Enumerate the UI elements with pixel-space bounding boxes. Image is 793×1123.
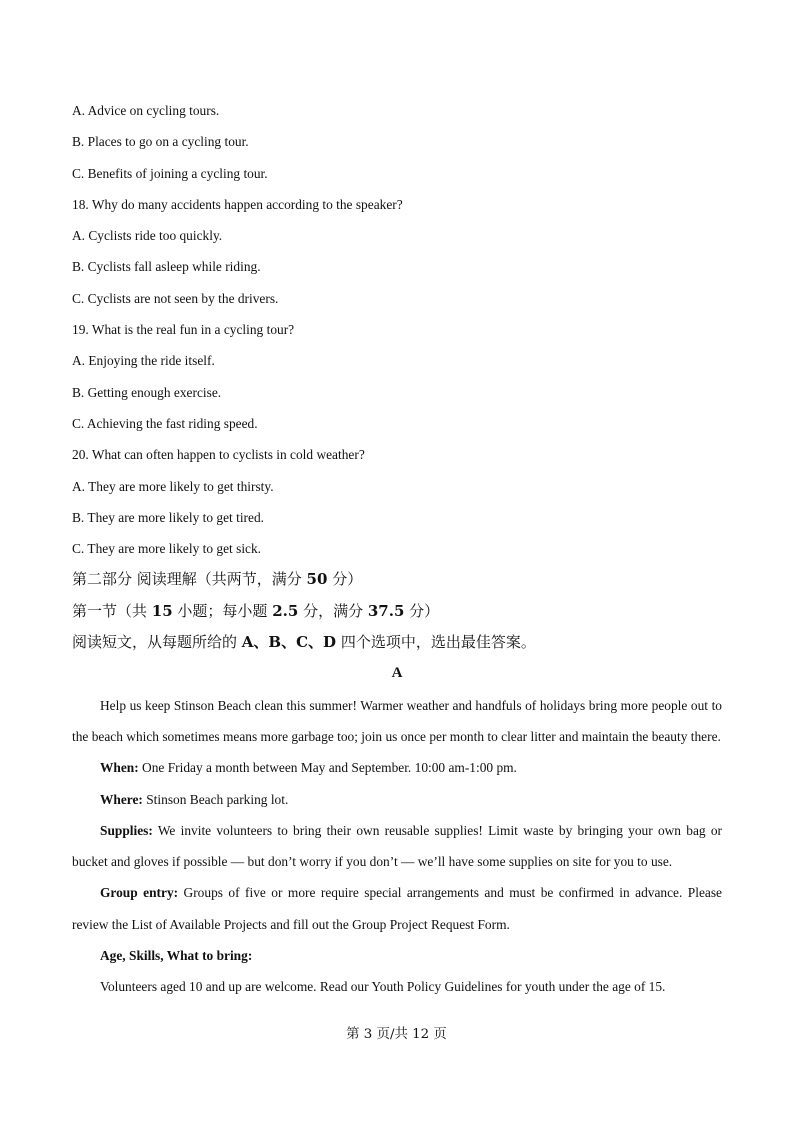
option-20a: A. They are more likely to get thirsty. xyxy=(72,478,274,494)
where-line xyxy=(72,784,722,815)
when-text: One Friday a month between May and September. 10:00 am-1:00 pm. xyxy=(138,760,517,776)
question-20: 20. What can often happen to cyclists in cold weather? xyxy=(72,447,365,463)
option-18b: B. Cyclists fall asleep while riding. xyxy=(72,259,261,275)
part-two-score: 50 xyxy=(306,570,328,589)
part-two-post: 分） xyxy=(327,570,363,589)
supplies-label: Supplies: xyxy=(100,822,153,838)
section-one-post: 分） xyxy=(404,601,440,620)
instruction-line xyxy=(72,627,722,658)
age-skills-label: Age, Skills, What to bring: xyxy=(100,948,253,964)
where-label: Where: xyxy=(100,791,143,807)
part-two-pre: 第二部分 阅读理解（共两节，满分 xyxy=(72,570,307,589)
when-label: When: xyxy=(100,760,139,776)
option-20c: C. They are more likely to get sick. xyxy=(72,541,262,557)
option-19b: B. Getting enough exercise. xyxy=(72,384,222,400)
passage-title: A xyxy=(391,665,403,682)
when-line xyxy=(72,752,722,783)
section-one-mid1: 小题；每小题 xyxy=(172,601,273,620)
where-text: Stinson Beach parking lot. xyxy=(142,791,289,807)
section-one-heading xyxy=(72,596,722,627)
question-18: 18. Why do many accidents happen according to the speaker? xyxy=(72,196,403,212)
option-17a: A. Advice on cycling tours. xyxy=(72,103,220,118)
supplies-text: We invite volunteers to bring their own reusable supplies! Limit waste by bringing your own bag or bucket and gloves if possible — but don’t worry if you don’t — we’ll have some supplies on site for you to use. xyxy=(72,822,722,870)
passage-intro: Help us keep Stinson Beach clean this summer! Warmer weather and handfuls of holidays bring more people out to the beach which sometimes means more garbage too; join us once per month to clear litter and maintain the beauty there. xyxy=(72,697,722,744)
section-one-total: 37.5 xyxy=(367,601,405,620)
part-two-heading xyxy=(72,564,722,595)
page-footer: 第 3 页/共 12 页 xyxy=(346,1027,447,1042)
group-entry-paragraph xyxy=(72,877,722,940)
group-entry-text: Groups of five or more require special arrangements and must be confirmed in advance. Please review the List of Available Projects and fill out the Group Project Request Form. xyxy=(72,885,722,932)
option-19a: A. Enjoying the ride itself. xyxy=(72,353,215,369)
option-19c: C. Achieving the fast riding speed. xyxy=(72,415,258,431)
section-one-count: 15 xyxy=(151,601,173,620)
section-one-mid2: 分，满分 xyxy=(298,601,368,620)
question-19: 19. What is the real fun in a cycling tour? xyxy=(72,322,295,338)
page-content xyxy=(72,95,722,1003)
supplies-paragraph xyxy=(72,815,722,878)
option-17b: B. Places to go on a cycling tour. xyxy=(72,134,249,150)
section-one-each: 2.5 xyxy=(272,601,299,620)
instruction-pre: 阅读短文，从每题所给的 xyxy=(72,633,242,652)
instruction-options: A、B、C、D xyxy=(241,633,337,652)
instruction-post: 四个选项中，选出最佳答案。 xyxy=(336,633,536,652)
option-17c: C. Benefits of joining a cycling tour. xyxy=(72,165,268,181)
option-20b: B. They are more likely to get tired. xyxy=(72,509,264,525)
group-entry-label: Group entry: xyxy=(100,885,179,901)
option-18c: C. Cyclists are not seen by the drivers. xyxy=(72,290,279,306)
age-skills-heading xyxy=(72,940,722,971)
section-one-pre: 第一节（共 xyxy=(72,601,152,620)
option-18a: A. Cyclists ride too quickly. xyxy=(72,228,223,244)
age-skills-text: Volunteers aged 10 and up are welcome. Read our Youth Policy Guidelines for youth under the age of 15. xyxy=(100,979,666,995)
